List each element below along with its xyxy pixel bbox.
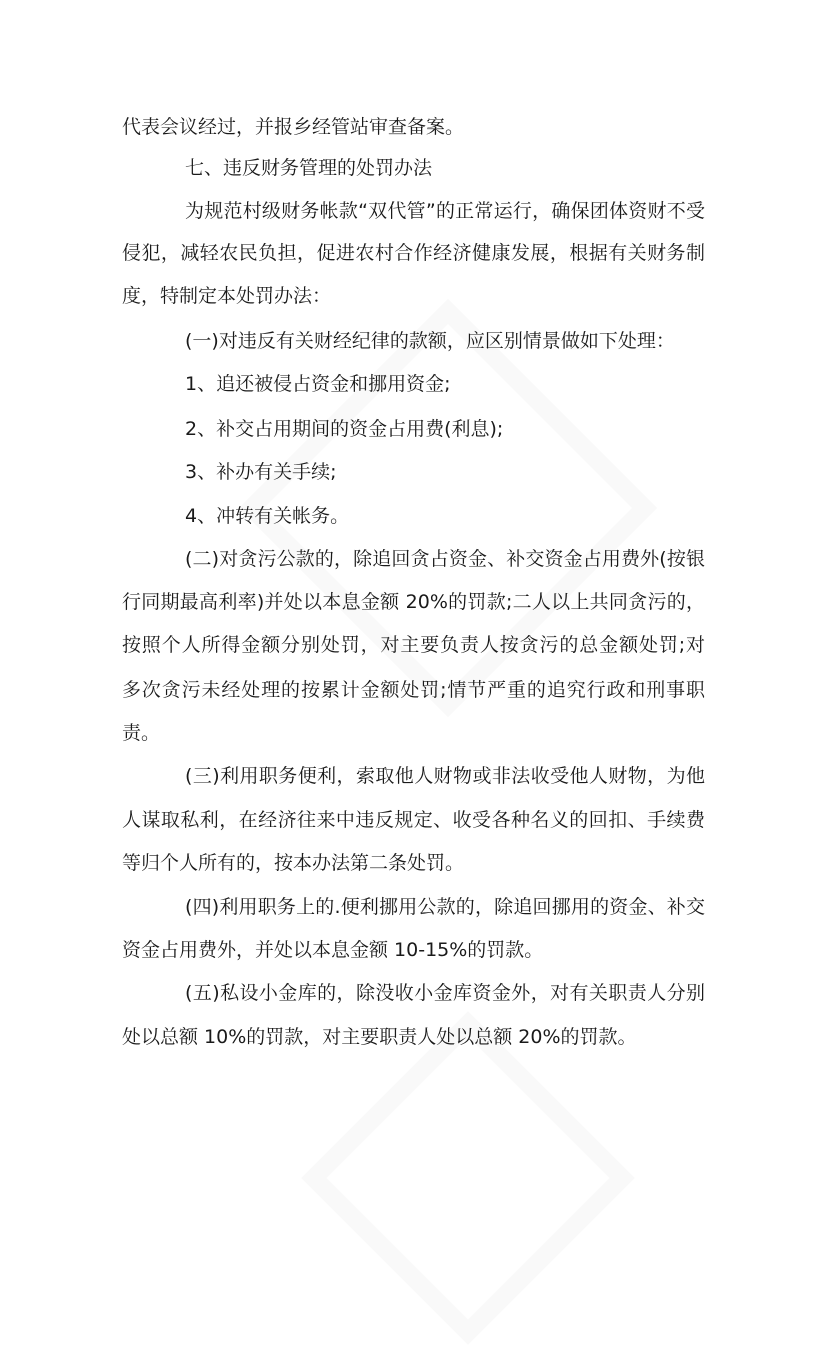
text-line: 处以总额 10%的罚款，对主要职责人处以总额 20%的罚款。 — [122, 1026, 637, 1048]
text-line: 按照个人所得金额分别处罚，对主要负责人按贪污的总金额处罚;对 — [122, 634, 705, 656]
text-line: (五)私设小金库的，除没收小金库资金外，对有关职责人分别 — [185, 982, 705, 1004]
text-line: 侵犯，减轻农民负担，促进农村合作经济健康发展，根据有关财务制 — [122, 242, 705, 264]
text-line: (四)利用职务上的.便利挪用公款的，除追回挪用的资金、补交 — [185, 896, 705, 918]
text-line: 责。 — [122, 722, 161, 744]
text-line: 多次贪污未经处理的按累计金额处罚;情节严重的追究行政和刑事职 — [122, 679, 705, 701]
text-line: 资金占用费外，并处以本息金额 10-15%的罚款。 — [122, 939, 544, 961]
text-line: 七、违反财务管理的处罚办法 — [185, 157, 433, 179]
text-line: 代表会议经过，并报乡经管站审查备案。 — [122, 116, 465, 138]
text-line: (二)对贪污公款的，除追回贪占资金、补交资金占用费外(按银 — [185, 548, 705, 570]
text-line: 等归个人所有的，按本办法第二条处罚。 — [122, 852, 465, 874]
watermark — [301, 1011, 635, 1345]
text-line: 4、冲转有关帐务。 — [185, 505, 350, 527]
text-line: 度，特制定本处罚办法： — [122, 285, 332, 307]
text-line: 1、追还被侵占资金和挪用资金; — [185, 373, 451, 395]
text-line: (一)对违反有关财经纪律的款额，应区别情景做如下处理： — [185, 330, 675, 352]
text-line: 2、补交占用期间的资金占用费(利息); — [185, 418, 504, 440]
text-line: 为规范村级财务帐款“双代管”的正常运行，确保团体资财不受 — [185, 200, 705, 222]
text-line: 人谋取私利，在经济往来中违反规定、收受各种名义的回扣、手续费 — [122, 809, 705, 831]
text-line: 行同期最高利率)并处以本息金额 20%的罚款;二人以上共同贪污的， — [122, 591, 705, 613]
text-line: 3、补办有关手续; — [185, 461, 337, 483]
text-line: (三)利用职务便利，索取他人财物或非法收受他人财物，为他 — [185, 765, 705, 787]
